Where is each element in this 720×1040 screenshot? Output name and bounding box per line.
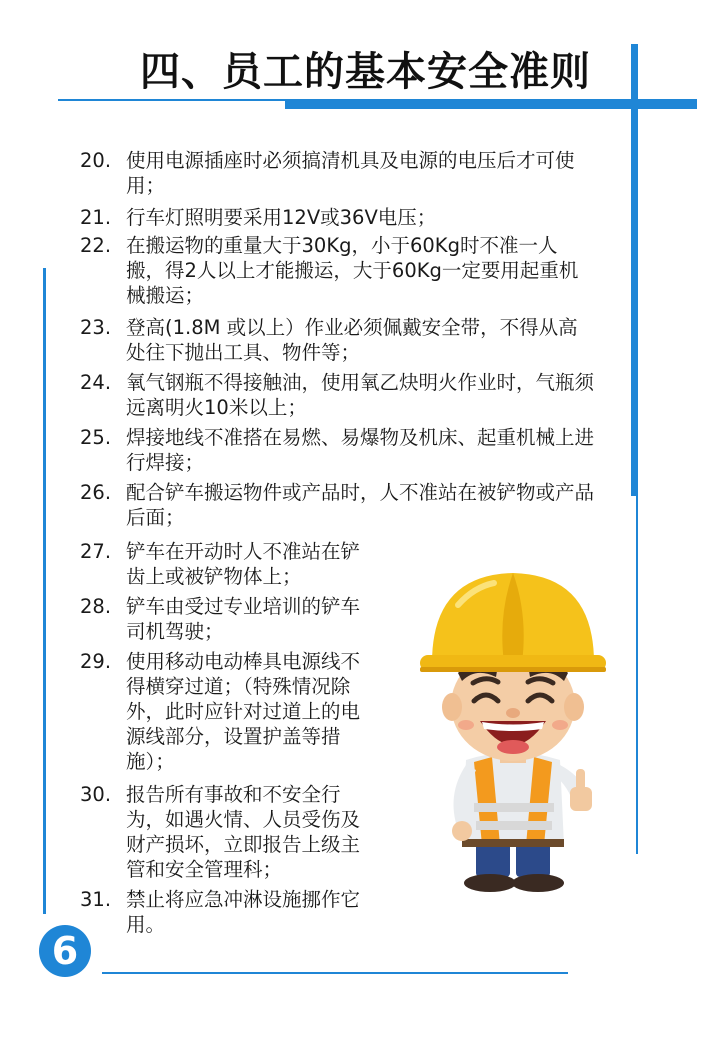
right-frame-bar	[631, 44, 638, 496]
rule-text: 禁止将应急冲淋设施挪作它用。	[126, 888, 361, 936]
rule-item-22	[0, 233, 596, 308]
rule-number: 29.	[80, 650, 112, 673]
rule-text: 行车灯照明要采用12V或36V电压；	[126, 206, 437, 229]
rule-number: 31.	[80, 888, 112, 911]
construction-worker-icon	[418, 555, 618, 900]
footer-rule	[102, 972, 568, 974]
rule-number: 23.	[80, 316, 112, 339]
rule-text: 配合铲车搬运物件或产品时，人不准站在被铲物或产品后面；	[126, 481, 595, 529]
title-underline-thin	[58, 99, 298, 101]
right-frame-line	[636, 490, 638, 854]
rule-number: 27.	[80, 540, 112, 563]
rule-item-28	[0, 594, 364, 644]
rule-item-26	[0, 480, 596, 530]
rule-text: 铲车在开动时人不准站在铲齿上或被铲物体上；	[126, 540, 361, 588]
rule-number: 24.	[80, 371, 112, 394]
rule-number: 25.	[80, 426, 112, 449]
rule-text: 登高(1.8M 或以上）作业必须佩戴安全带，不得从高处往下抛出工具、物件等；	[126, 316, 578, 364]
rule-item-29	[0, 649, 364, 774]
rule-number: 26.	[80, 481, 112, 504]
rule-text: 报告所有事故和不安全行为，如遇火情、人员受伤及财产损坏，立即报告上级主管和安全管理科；	[126, 783, 361, 881]
rule-item-24	[0, 370, 596, 420]
page-number-badge: 6	[39, 925, 91, 977]
rule-number: 28.	[80, 595, 112, 618]
rule-text: 氧气钢瓶不得接触油，使用氧乙炔明火作业时，气瓶须远离明火10米以上；	[126, 371, 595, 419]
rule-text: 在搬运物的重量大于30Kg，小于60Kg时不准一人搬，得2人以上才能搬运，大于60Kg一定要用起重机械搬运；	[126, 234, 579, 307]
rule-item-30	[0, 782, 364, 882]
rule-text: 使用电源插座时必须搞清机具及电源的电压后才可使用；	[126, 149, 575, 197]
rule-number: 30.	[80, 783, 112, 806]
rule-number: 22.	[80, 234, 112, 257]
rule-text: 使用移动电动棒具电源线不得横穿过道；（特殊情况除外，此时应针对过道上的电源线部分，设置护盖等措施）；	[126, 650, 361, 773]
page-title: 四、员工的基本安全准则	[140, 49, 591, 95]
rule-item-20	[0, 148, 596, 198]
rule-item-23	[0, 315, 596, 365]
rule-number: 20.	[80, 149, 112, 172]
rule-number: 21.	[80, 206, 112, 229]
rule-text: 铲车由受过专业培训的铲车司机驾驶；	[126, 595, 361, 643]
rule-item-25	[0, 425, 596, 475]
rule-item-21	[0, 205, 596, 230]
rule-text: 焊接地线不准搭在易燃、易爆物及机床、起重机械上进行焊接；	[126, 426, 595, 474]
rule-item-27	[0, 539, 364, 589]
